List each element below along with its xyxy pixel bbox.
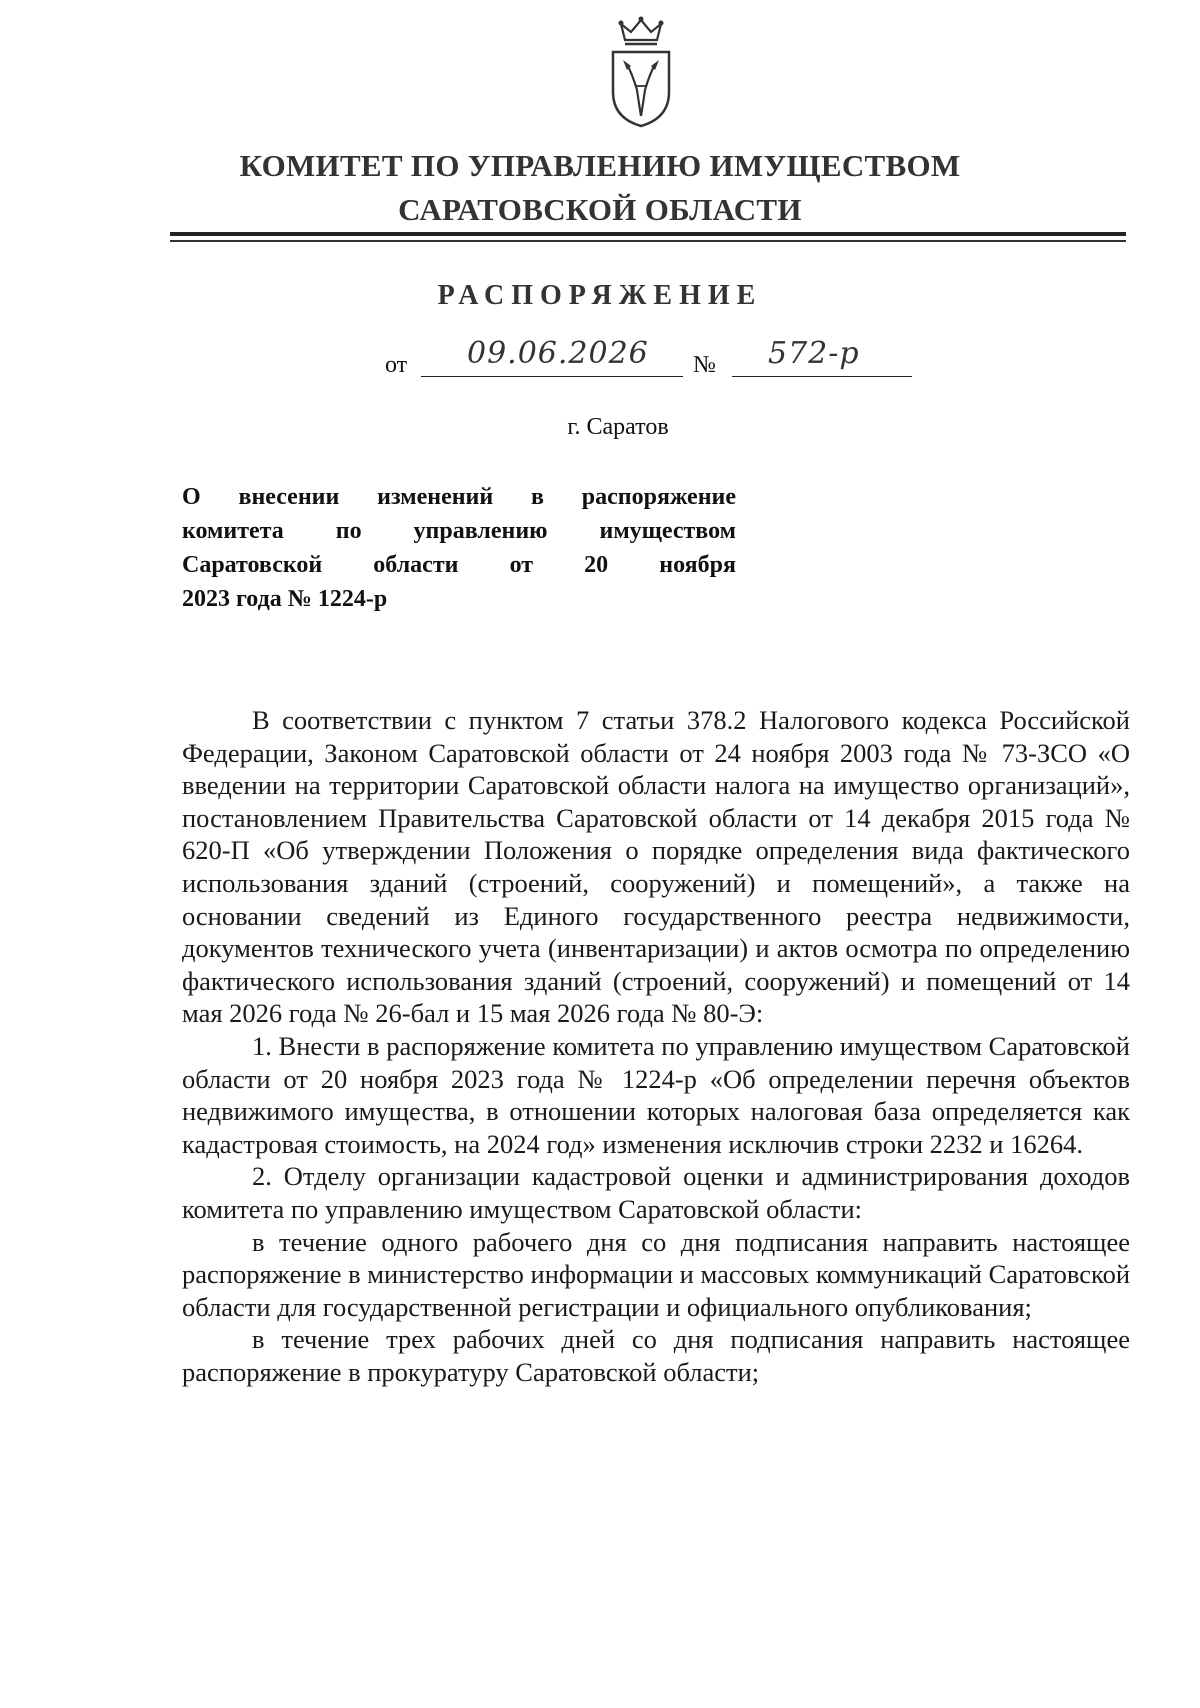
header-divider-thin bbox=[170, 240, 1126, 242]
document-body bbox=[182, 704, 1130, 1388]
body-paragraph-item-1: 1. Внести в распоряжение комитета по управлению имуществом Саратовской области от 20 ноября 2023 года № 1224-р «Об определении перечня объектов недвижимого имущества, в отношении которых налоговая база определяется как кадастровая стоимость, на 2024 год» изменения исключив строки 2232 и 16264. bbox=[182, 1030, 1130, 1159]
saratov-coat-of-arms-icon bbox=[603, 14, 679, 130]
subject-line: Саратовской области от 20 ноября bbox=[182, 552, 736, 578]
document-number-field bbox=[732, 338, 912, 377]
handwritten-date: 09.06.2026 bbox=[467, 336, 649, 371]
subject-line: 2023 года № 1224-р bbox=[182, 586, 388, 612]
subject-line: О внесении изменений в распоряжение bbox=[182, 484, 736, 510]
body-paragraph-item-2: 2. Отделу организации кадастровой оценки и администрирования доходов комитета по управлению имуществом Саратовской области: bbox=[182, 1161, 1130, 1224]
city-label: г. Саратов bbox=[567, 414, 669, 440]
organization-name-line-2: САРАТОВСКОЙ ОБЛАСТИ bbox=[398, 192, 802, 227]
body-paragraph-subitem: в течение одного рабочего дня со дня подписания направить настоящее распоряжение в министерство информации и массовых коммуникаций Саратовской области для государственной регистрации и официального опубликования; bbox=[182, 1226, 1130, 1322]
organization-name-line-1: КОМИТЕТ ПО УПРАВЛЕНИЮ ИМУЩЕСТВОМ bbox=[239, 148, 961, 183]
body-paragraph-subitem: в течение трех рабочих дней со дня подписания направить настоящее распоряжение в прокуратуру Саратовской области; bbox=[182, 1324, 1130, 1387]
number-label: № bbox=[693, 352, 716, 378]
date-prefix-label: от bbox=[385, 352, 408, 378]
document-type-title: РАСПОРЯЖЕНИЕ bbox=[437, 280, 763, 311]
body-paragraph-preamble: В соответствии с пунктом 7 статьи 378.2 Налогового кодекса Российской Федерации, Законом Саратовской области от 24 ноября 2003 года № 73-ЗСО «О введении на территории Саратовской области налога на имущество организаций», постановлением Правительства Саратовской области от 14 декабря 2015 года № 620-П «Об утверждении Положения о порядке определения вида фактического использования зданий (строений, сооружений) и помещений», а также на основании сведений из Единого государственного реестра недвижимости, документов технического учета (инвентаризации) и актов осмотра по определению фактического использования зданий (строений, сооружений) и помещений от 14 мая 2026 года № 26-бал и 15 мая 2026 года № 80-Э: bbox=[182, 705, 1130, 1029]
subject-line: комитета по управлению имуществом bbox=[182, 518, 736, 544]
date-field bbox=[421, 338, 683, 377]
handwritten-number: 572-р bbox=[768, 336, 860, 371]
document-subject bbox=[182, 480, 736, 616]
header-divider-thick bbox=[170, 232, 1126, 236]
